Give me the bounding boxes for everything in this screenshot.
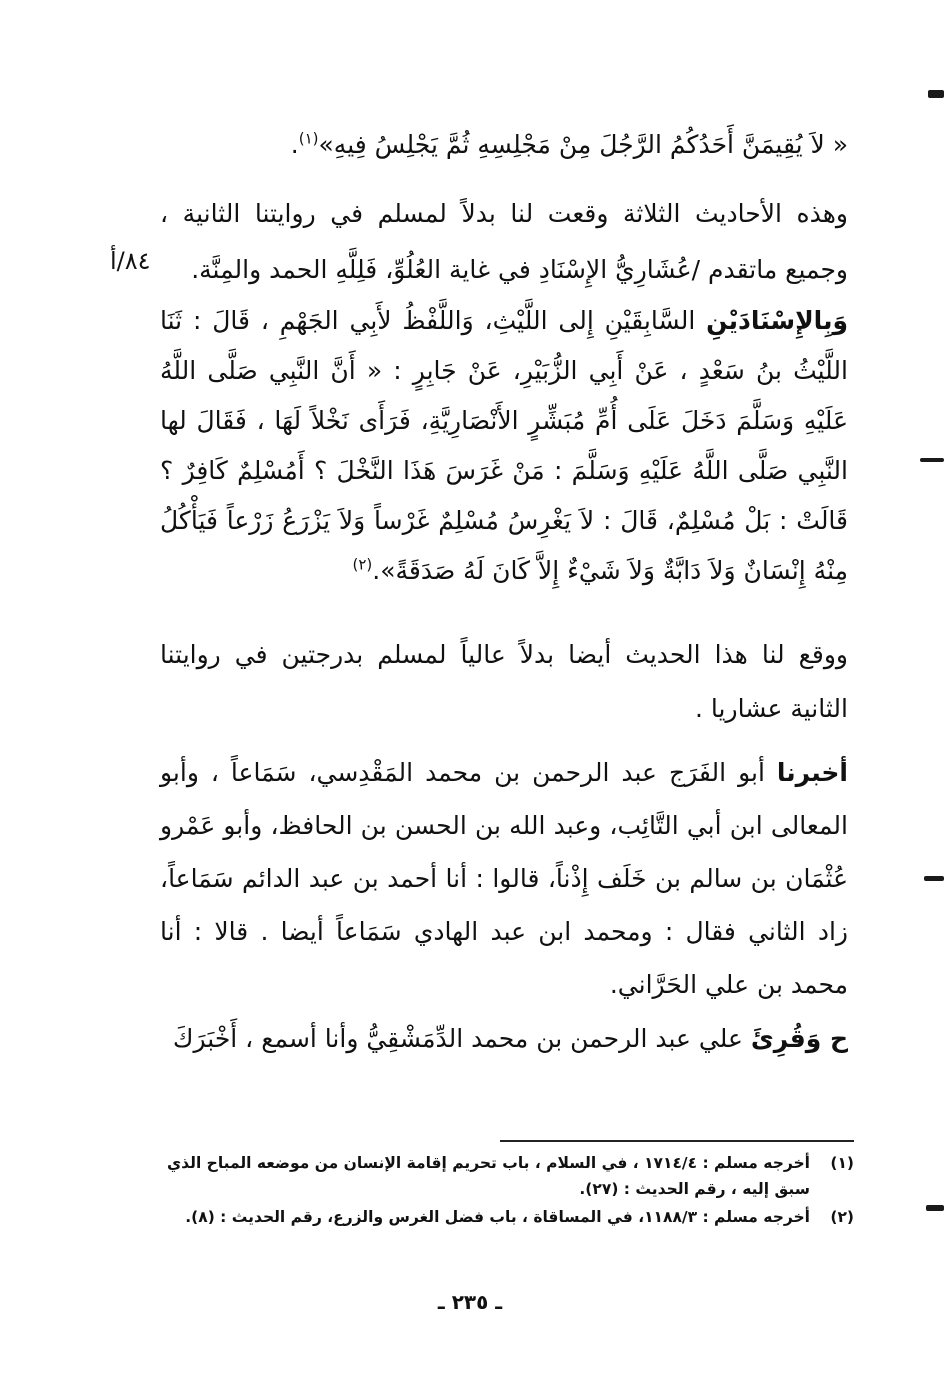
paragraph-lead-word: وَبِالإِسْنَادَيْنِ (706, 306, 848, 335)
page-number: ـ ٢٣٥ ـ (437, 1290, 503, 1314)
hadith-quote-line: « لاَ يُقِيمَنَّ أَحَدُكُمُ الرَّجُلَ مِنْ مَجْلِسِهِ ثُمَّ يَجْلِسُ فِيهِ»$^{(١)}$. (290, 129, 848, 159)
margin-folio-note: ٨٤/أ (110, 247, 151, 275)
paragraph-isnad-qurie (160, 1012, 848, 1066)
footnote-text: أخرجه مسلم : ١٧١٤/٤ ، في السلام ، باب تحريم إقامة الإنسان من موضعه المباح الذي سبق إليه ، رقم الحديث : (٢٧). (166, 1154, 810, 1198)
footnote-ref-1: (١) (298, 129, 319, 148)
footnote-number: (١) (830, 1154, 854, 1172)
scan-edge-mark (926, 1205, 944, 1211)
paragraph-body: أبو الفَرَج عبد الرحمن بن محمد المَقْدِسي، سَمَاعاً ، وأبو المعالى ابن أبي التَّائِب، وعبد الله بن الحسن بن الحافظ، وأبو عَمْرو عُثْمَان بن سالم بن خَلَف إِذْناً، قالوا : أنا أحمد بن عبد الدائم سَمَاعاً، زاد الثاني فقال : ومحمد ابن عبد الهادي سَمَاعاً أيضا . قالا : أنا محمد بن علي الحَرَّاني. (160, 758, 848, 999)
footnote-item (150, 1150, 854, 1202)
scan-edge-mark (924, 876, 944, 881)
footnote-text: أخرجه مسلم : ١١٨٨/٣، في المساقاة ، باب فضل الغرس والزرع، رقم الحديث : (٨). (185, 1208, 810, 1226)
paragraph-lead-word: أخبرنا (776, 758, 848, 787)
footnote-number: (٢) (830, 1208, 854, 1226)
scan-edge-mark (920, 458, 944, 462)
hadith-quote-text: « لاَ يُقِيمَنَّ أَحَدُكُمُ الرَّجُلَ مِنْ مَجْلِسِهِ ثُمَّ يَجْلِسُ فِيهِ» (318, 130, 848, 159)
scan-edge-mark (928, 90, 944, 98)
footnote-separator (500, 1140, 854, 1142)
paragraph-hadith-palm-trees (160, 296, 848, 596)
paragraph-badal-note: ووقع لنا هذا الحديث أيضا بدلاً عالياً لمسلم بدرجتين في روايتنا الثانية عشاريا . (160, 640, 848, 723)
footnotes (150, 1150, 854, 1232)
paragraph-body: السَّابِقَيْنِ إِلى اللَّيْثِ، وَاللَّفْظُ لأَبِي الجَهْمِ ، قَالَ : ثَنَا اللَّيْثُ بنُ سَعْدٍ ، عَنْ أَبِي الزُّبَيْرِ، عَنْ جَابِرٍ : « أَنَّ النَّبِي صَلَّى اللَّهُ عَلَيْهِ وَسَلَّمَ دَخَلَ عَلَى أُمِّ مُبَشِّرٍ الأَنْصَارِيَّةِ، فَرَأَى نَخْلاً لَهَا ، فَقَالَ لها النَّبِي صَلَّى اللَّهُ عَلَيْهِ وَسَلَّمَ : مَنْ غَرَسَ هَذَا النَّخْلَ ؟ أَمُسْلِمٌ كَافِرٌ ؟ قَالَتْ : بَلْ مُسْلِمٌ، قَالَ : لاَ يَغْرِسُ مُسْلِمٌ غَرْساً وَلاَ يَزْرَعُ زَرْعاً فَيَأْكُلُ مِنْهُ إِنْسَانٌ وَلاَ دَابَّةٌ وَلاَ شَيْءٌ إِلاَّ كَانَ لَهُ صَدَقَةً». (160, 306, 848, 585)
footnote-ref-2: (٢) (352, 555, 373, 574)
paragraph-isnad-akhbarana (160, 746, 848, 1011)
paragraph-body: علي عبد الرحمن بن محمد الدِّمَشْقِيُّ وأنا أسمع ، أَخْبَرَكَ (172, 1024, 751, 1053)
paragraph-three-hadiths: وهذه الأحاديث الثلاثة وقعت لنا بدلاً لمسلم في روايتنا الثانية ، وجميع ماتقدم /عُشَارِيُّ الإِسْنَادِ في غاية العُلُوِّ، فَلِلَّهِ الحمد والمِنَّة. (160, 199, 848, 284)
footnote-item (150, 1204, 854, 1230)
paragraph-lead-word: ح وَقُرِئَ (750, 1024, 848, 1053)
